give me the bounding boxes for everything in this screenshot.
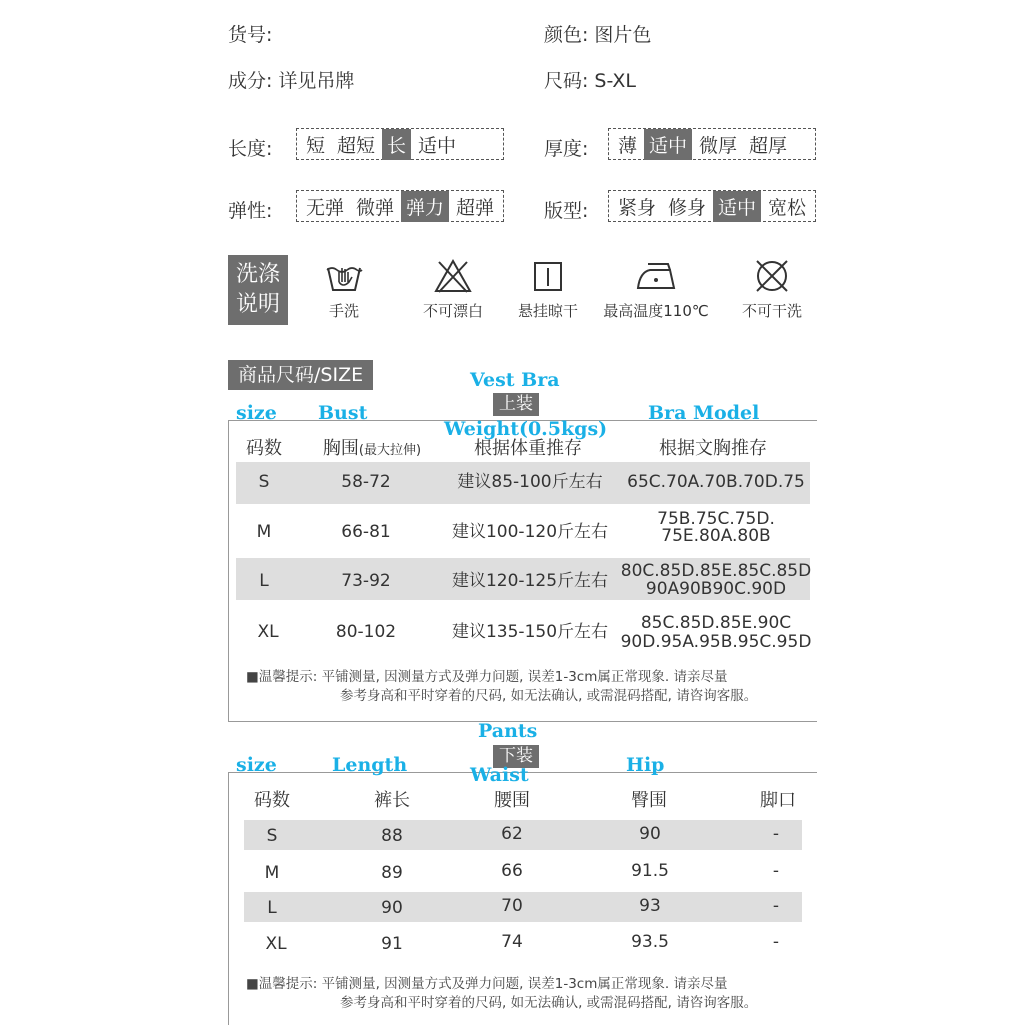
length-option: 超短 — [337, 134, 376, 157]
top-header-size: 码数 — [246, 438, 282, 459]
washing-title-line1: 洗涤 — [235, 262, 280, 287]
overlay-vest-bra: Vest Bra — [470, 369, 560, 391]
length-option: 短 — [306, 134, 326, 157]
top-header-bust-label: 胸围 — [322, 438, 359, 459]
elasticity-option: 无弹 — [306, 196, 345, 219]
top-note-line1: ■温馨提示: 平铺测量, 因测量方式及弹力问题, 误差1-3cm属正常现象. 请亲尽量 — [246, 669, 728, 685]
wash-item-hang-dry — [510, 258, 586, 321]
elasticity-label: 弹性: — [228, 200, 273, 222]
bottom-cell-leg: - — [772, 896, 780, 916]
top-tag: 上装 — [493, 393, 539, 416]
size-range-field — [544, 66, 636, 93]
thickness-label: 厚度: — [544, 138, 589, 160]
material-field — [228, 66, 354, 93]
top-cell-weight: 建议135-150斤左右 — [451, 622, 609, 642]
top-cell-bra: 90D.95A.95B.95C.95D — [620, 632, 812, 652]
material-label: 成分: — [228, 70, 273, 92]
top-cell-weight: 建议120-125斤左右 — [451, 571, 609, 591]
top-cell-bra: 75E.80A.80B — [661, 526, 771, 546]
bottom-cell-length: 88 — [381, 826, 403, 846]
top-cell-bust: 80-102 — [335, 622, 397, 642]
top-cell-bra: 75B.75C.75D. — [657, 509, 775, 529]
bottom-cell-length: 90 — [381, 898, 403, 918]
size-section-title: 商品尺码/SIZE — [228, 360, 373, 390]
wash-label: 悬挂晾干 — [517, 302, 578, 320]
item-no-label: 货号: — [228, 24, 273, 46]
top-cell-bra: 80C.85D.85E.85C.85D — [620, 561, 812, 581]
top-cell-size: XL — [257, 622, 279, 642]
top-header-bra: 根据文胸推存 — [659, 438, 767, 459]
color-field — [544, 20, 651, 47]
bottom-cell-leg: - — [772, 932, 780, 952]
top-cell-weight: 建议85-100斤左右 — [457, 472, 603, 492]
bottom-cell-waist: 62 — [501, 824, 523, 844]
length-options — [296, 128, 504, 160]
bottom-cell-hip: 93 — [639, 896, 661, 916]
elasticity-option: 微弹 — [356, 196, 395, 219]
bottom-header-hip: 臀围 — [631, 790, 667, 811]
overlay-hip: Hip — [626, 754, 665, 776]
size-value: S-XL — [594, 70, 636, 92]
top-cell-weight: 建议100-120斤左右 — [451, 522, 609, 542]
top-cell-size: L — [259, 571, 269, 591]
thickness-option: 微厚 — [699, 134, 738, 157]
bottom-cell-waist: 66 — [501, 861, 523, 881]
wash-item-iron — [598, 258, 714, 321]
bottom-cell-hip: 91.5 — [631, 861, 669, 881]
hand-wash-icon — [324, 258, 364, 294]
bottom-note-line1: ■温馨提示: 平铺测量, 因测量方式及弹力问题, 误差1-3cm属正常现象. 请亲尽量 — [246, 976, 728, 992]
overlay-length: Length — [332, 754, 408, 776]
no-bleach-icon — [433, 258, 473, 294]
bottom-header-length: 裤长 — [374, 790, 410, 811]
hang-dry-icon — [528, 258, 568, 294]
top-cell-bust: 66-81 — [341, 522, 391, 542]
wash-label: 手洗 — [328, 302, 359, 320]
length-option: 适中 — [418, 134, 457, 157]
top-header-bust — [323, 434, 421, 460]
bottom-header-size: 码数 — [254, 790, 290, 811]
overlay-pants: Pants — [478, 720, 538, 742]
table-row-highlight — [244, 820, 802, 850]
bottom-cell-length: 89 — [381, 863, 403, 883]
elasticity-option-selected: 弹力 — [401, 191, 449, 222]
fit-option: 宽松 — [768, 196, 807, 219]
elasticity-options — [296, 190, 504, 222]
overlay-waist: Waist — [470, 764, 529, 786]
bottom-cell-waist: 70 — [501, 896, 523, 916]
fit-option-selected: 适中 — [713, 191, 761, 222]
bottom-header-leg: 脚口 — [760, 790, 796, 811]
top-cell-bra: 85C.85D.85E.90C — [640, 613, 792, 633]
thickness-options — [608, 128, 816, 160]
table-row-highlight — [244, 892, 802, 922]
wash-label: 不可漂白 — [422, 302, 483, 320]
length-label: 长度: — [228, 138, 273, 160]
color-value: 图片色 — [594, 24, 652, 46]
material-value: 详见吊牌 — [278, 70, 355, 92]
iron-icon — [634, 258, 678, 294]
wash-label: 不可干洗 — [741, 302, 802, 320]
bottom-cell-leg: - — [772, 861, 780, 881]
top-cell-size: S — [258, 472, 270, 492]
bottom-note-line2: 参考身高和平时穿着的尺码, 如无法确认, 或需混码搭配, 请咨询客服。 — [340, 995, 758, 1011]
thickness-option: 超厚 — [749, 134, 788, 157]
top-header-weight: 根据体重推存 — [474, 438, 582, 459]
no-dry-clean-icon — [752, 258, 792, 294]
thickness-option-selected: 适中 — [644, 129, 692, 160]
top-cell-bra: 90A90B90C.90D — [645, 579, 787, 599]
fit-option: 修身 — [668, 196, 707, 219]
overlay-weight: Weight(0.5kgs) — [444, 418, 608, 440]
fit-options — [608, 190, 816, 222]
wash-item-no-dry-clean — [734, 258, 810, 321]
top-cell-size: M — [256, 522, 272, 542]
fit-label: 版型: — [544, 200, 589, 222]
washing-title — [228, 255, 288, 325]
wash-label: 最高温度110℃ — [603, 302, 709, 320]
size-label: 尺码: — [544, 70, 589, 92]
bottom-cell-waist: 74 — [501, 932, 523, 952]
fit-option: 紧身 — [618, 196, 657, 219]
bottom-header-waist: 腰围 — [494, 790, 530, 811]
top-cell-bust: 58-72 — [341, 472, 391, 492]
wash-item-hand-wash — [314, 258, 374, 321]
top-header-bust-note: (最大拉伸) — [358, 443, 422, 458]
top-note-line2: 参考身高和平时穿着的尺码, 如无法确认, 或需混码搭配, 请咨询客服。 — [340, 688, 758, 704]
top-cell-bust: 73-92 — [341, 571, 391, 591]
overlay-size-top: size — [236, 402, 277, 424]
bottom-cell-hip: 90 — [639, 824, 661, 844]
top-cell-bra: 65C.70A.70B.70D.75 — [627, 472, 805, 492]
thickness-option: 薄 — [618, 134, 638, 157]
length-option-selected: 长 — [382, 129, 411, 160]
overlay-size-bottom: size — [236, 754, 277, 776]
bottom-cell-size: M — [264, 863, 280, 883]
elasticity-option: 超弹 — [456, 196, 495, 219]
color-label: 颜色: — [544, 24, 589, 46]
bottom-cell-size: XL — [265, 934, 287, 954]
bottom-cell-length: 91 — [381, 934, 403, 954]
bottom-cell-size: S — [266, 826, 278, 846]
overlay-bust: Bust — [318, 402, 368, 424]
washing-title-line2: 说明 — [235, 292, 280, 317]
overlay-bra-model: Bra Model — [648, 402, 760, 424]
bottom-cell-leg: - — [772, 824, 780, 844]
bottom-cell-hip: 93.5 — [631, 932, 669, 952]
wash-item-no-bleach — [415, 258, 491, 321]
bottom-cell-size: L — [267, 898, 277, 918]
bottom-tag: 下装 — [493, 745, 539, 768]
